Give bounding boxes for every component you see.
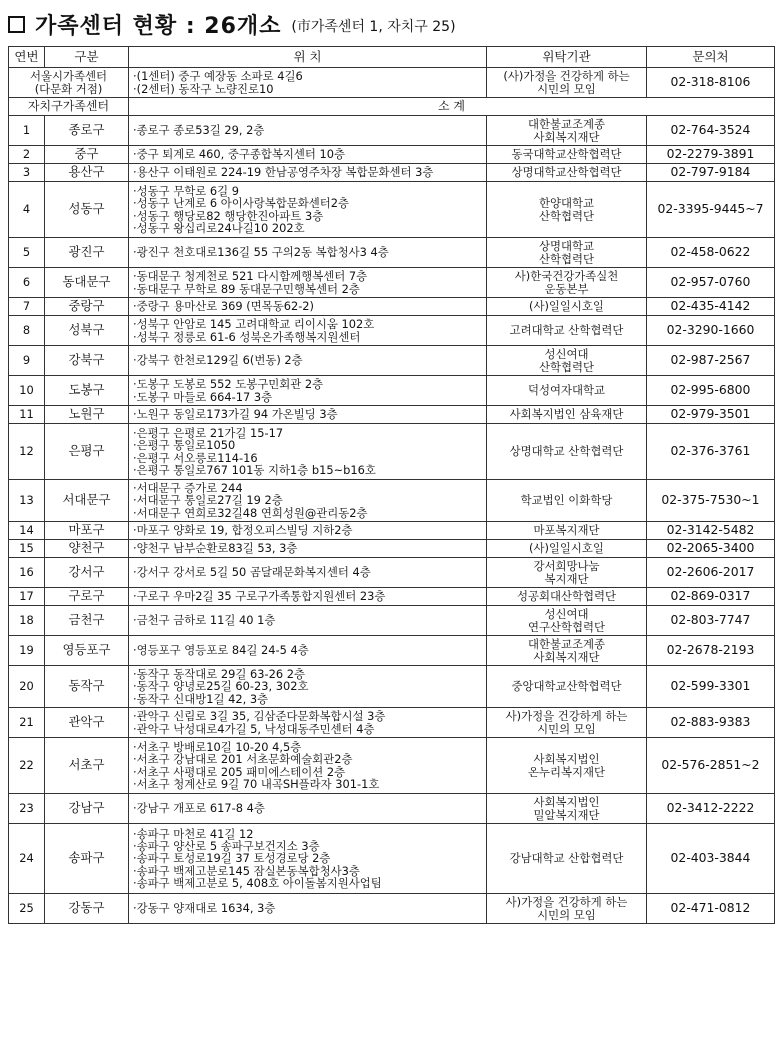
table-row [9, 298, 775, 316]
location-line: ·성북구 정릉로 61-6 성북온가족행복지원센터 [133, 329, 361, 344]
table-row [9, 424, 775, 480]
row-operator [487, 894, 647, 924]
location-line: ·송파구 토성로19길 37 토성경로당 2층 [133, 851, 331, 866]
row-number: 17 [9, 588, 45, 606]
row-district: 강서구 [45, 558, 129, 588]
title-row [8, 6, 456, 42]
row-operator [487, 480, 647, 522]
row-operator [487, 298, 647, 316]
row-location [129, 480, 487, 522]
location-line: ·양천구 남부순환로83길 53, 3층 [133, 541, 298, 556]
location-line: ·구로구 우마2길 35 구로구가족통합지원센터 23층 [133, 589, 386, 604]
location-line: ·동작구 신대방1길 42, 3층 [133, 691, 269, 706]
location-line: ·성동구 왕십리로24나길10 202호 [133, 220, 305, 235]
col-header-contact: 문의처 [647, 47, 775, 68]
operator-line: 복지재단 [544, 571, 589, 586]
location-line: ·도봉구 마들로 664-17 3층 [133, 389, 273, 404]
row-operator [487, 558, 647, 588]
location-line: ·금천구 금하로 11길 40 1층 [133, 613, 276, 628]
row-district: 성북구 [45, 316, 129, 346]
row-location [129, 146, 487, 164]
location-line: ·송파구 마천로 41길 12 [133, 826, 254, 841]
location-line: ·중구 퇴계로 460, 중구종합복지센터 10층 [133, 147, 346, 162]
row-phone: 02-803-7747 [647, 606, 775, 636]
location-line: ·관악구 낙성대로4가길 5, 낙성대동주민센터 4층 [133, 721, 375, 736]
row-location [129, 522, 487, 540]
col-header-location: 위 치 [129, 47, 487, 68]
row-operator [487, 738, 647, 794]
row-location [129, 794, 487, 824]
row-operator [487, 116, 647, 146]
seoul-label-line-1: 서울시가족센터 [29, 69, 108, 84]
row-number: 2 [9, 146, 45, 164]
operator-line: 사회복지재단 [533, 649, 600, 664]
row-district: 구로구 [45, 588, 129, 606]
seoul-loc-line-2: ·(2센터) 동작구 노량진로10 [133, 81, 274, 96]
location-line: ·동대문구 무학로 89 동대문구민행복센터 2층 [133, 281, 360, 296]
table-row [9, 588, 775, 606]
operator-line: 사회복지법인 [533, 795, 600, 810]
seoul-label-line-2: (다문화 거점) [34, 81, 103, 96]
row-phone: 02-3290-1660 [647, 316, 775, 346]
row-phone: 02-869-0317 [647, 588, 775, 606]
location-line: ·서대문구 연희로32길48 연희성원@관리동2층 [133, 505, 368, 520]
table-row [9, 406, 775, 424]
row-operator [487, 606, 647, 636]
operator-line: 사회복지법인 [533, 752, 600, 767]
row-location [129, 116, 487, 146]
row-district: 송파구 [45, 824, 129, 894]
location-line: ·강북구 한천로129길 6(번동) 2층 [133, 353, 303, 368]
row-number: 7 [9, 298, 45, 316]
location-line: ·중랑구 용마산로 369 (면목동62-2) [133, 299, 314, 314]
table-row [9, 238, 775, 268]
row-number: 24 [9, 824, 45, 894]
seoul-loc-line-1: ·(1센터) 중구 예장동 소파로 4길6 [133, 69, 303, 84]
row-location [129, 738, 487, 794]
location-line: ·서초구 강남대로 201 서초문화예술회관2층 [133, 752, 353, 767]
row-number: 10 [9, 376, 45, 406]
row-location [129, 708, 487, 738]
row-location [129, 182, 487, 238]
location-line: ·서초구 사평대로 205 패미에스테이션 2층 [133, 764, 346, 779]
row-district: 광진구 [45, 238, 129, 268]
operator-line: 상명대학교산학협력단 [511, 165, 622, 180]
location-line: ·영등포구 영등포로 84길 24-5 4층 [133, 643, 309, 658]
col-header-category: 구분 [45, 47, 129, 68]
row-operator [487, 164, 647, 182]
operator-line: 대한불교조계종 [527, 637, 606, 652]
operator-line: 산학협력단 [538, 208, 595, 223]
row-phone: 02-375-7530~1 [647, 480, 775, 522]
row-number: 19 [9, 636, 45, 666]
row-number: 4 [9, 182, 45, 238]
table-row [9, 824, 775, 894]
row-number: 9 [9, 346, 45, 376]
operator-line: 상명대학교 [538, 239, 595, 254]
family-center-table [8, 46, 775, 924]
row-number: 3 [9, 164, 45, 182]
row-phone: 02-797-9184 [647, 164, 775, 182]
page-subtitle: (市가족센터 1, 자치구 25) [291, 19, 456, 35]
row-location [129, 346, 487, 376]
row-district: 서대문구 [45, 480, 129, 522]
page-title: 가족센터 현황 : 26개소 [35, 13, 282, 39]
row-phone: 02-764-3524 [647, 116, 775, 146]
location-line: ·노원구 동일로173가길 94 가온빌딩 3층 [133, 407, 338, 422]
row-location [129, 238, 487, 268]
row-operator [487, 406, 647, 424]
row-phone: 02-403-3844 [647, 824, 775, 894]
row-location [129, 376, 487, 406]
row-number: 13 [9, 480, 45, 522]
table-row [9, 116, 775, 146]
row-operator [487, 376, 647, 406]
row-operator [487, 316, 647, 346]
table-row [9, 146, 775, 164]
table-row [9, 794, 775, 824]
row-phone: 02-3142-5482 [647, 522, 775, 540]
location-line: ·은평구 은평로 21가길 15-17 [133, 426, 284, 441]
district-subheader-subtotal: 소 계 [129, 98, 775, 116]
row-location [129, 588, 487, 606]
location-line: ·동대문구 청계천로 521 다시함께행복센터 7층 [133, 269, 368, 284]
row-district: 영등포구 [45, 636, 129, 666]
row-operator [487, 666, 647, 708]
operator-line: 고려대학교 산학협력단 [509, 323, 624, 338]
row-district: 서초구 [45, 738, 129, 794]
row-number: 11 [9, 406, 45, 424]
row-number: 16 [9, 558, 45, 588]
row-location [129, 316, 487, 346]
location-line: ·동작구 양녕로25길 60-23, 302호 [133, 679, 309, 694]
row-phone: 02-471-0812 [647, 894, 775, 924]
operator-line: 온누리복지재단 [527, 764, 606, 779]
operator-line: 시민의 모임 [537, 907, 596, 922]
table-row [9, 522, 775, 540]
row-number: 18 [9, 606, 45, 636]
operator-line: 산학협력단 [538, 251, 595, 266]
row-district: 관악구 [45, 708, 129, 738]
row-number: 21 [9, 708, 45, 738]
operator-line: (사)일일시호일 [529, 299, 604, 314]
row-district: 동대문구 [45, 268, 129, 298]
operator-line: 운동본부 [544, 281, 589, 296]
table-row [9, 558, 775, 588]
row-district: 종로구 [45, 116, 129, 146]
row-operator [487, 522, 647, 540]
operator-line: 성공회대산학협력단 [516, 589, 617, 604]
location-line: ·성북구 안암로 145 고려대학교 리이시움 102호 [133, 317, 375, 332]
row-number: 20 [9, 666, 45, 708]
location-line: ·서초구 방배로10길 10-20 4,5층 [133, 740, 302, 755]
table-row [9, 894, 775, 924]
location-line: ·용산구 이태원로 224-19 한남공영주차장 복합문화센터 3층 [133, 165, 434, 180]
operator-line: 연구산학협력단 [527, 619, 606, 634]
col-header-operator: 위탁기관 [487, 47, 647, 68]
operator-line: 사회복지재단 [533, 129, 600, 144]
table-row [9, 708, 775, 738]
row-operator [487, 346, 647, 376]
row-district: 중랑구 [45, 298, 129, 316]
operator-line: 사)한국건강가족실천 [514, 269, 619, 284]
row-operator [487, 268, 647, 298]
row-phone: 02-2279-3891 [647, 146, 775, 164]
row-number: 25 [9, 894, 45, 924]
location-line: ·은평구 통일로767 101동 지하1층 b15~b16호 [133, 462, 376, 477]
location-line: ·서대문구 증가로 244 [133, 481, 243, 496]
location-line: ·은평구 통일로1050 [133, 438, 236, 453]
row-phone: 02-2065-3400 [647, 540, 775, 558]
row-operator [487, 146, 647, 164]
row-location [129, 606, 487, 636]
row-phone: 02-435-4142 [647, 298, 775, 316]
location-line: ·강남구 개포로 617-8 4층 [133, 801, 265, 816]
seoul-center-operator [487, 68, 647, 98]
row-operator [487, 708, 647, 738]
district-subheader-row [9, 98, 775, 116]
location-line: ·서대문구 통일로27길 19 2층 [133, 493, 283, 508]
row-phone: 02-599-3301 [647, 666, 775, 708]
row-district: 금천구 [45, 606, 129, 636]
col-header-no: 연번 [9, 47, 45, 68]
row-location [129, 164, 487, 182]
seoul-center-location [129, 68, 487, 98]
operator-line: 사)가정을 건강하게 하는 [505, 895, 628, 910]
row-location [129, 424, 487, 480]
seoul-center-phone: 02-318-8106 [647, 68, 775, 98]
operator-line: 강서희망나눔 [533, 559, 600, 574]
row-phone: 02-883-9383 [647, 708, 775, 738]
table-row [9, 182, 775, 238]
location-line: ·성동구 행당로82 행당한진아파트 3층 [133, 208, 324, 223]
row-operator [487, 238, 647, 268]
operator-line: 밀알복지재단 [533, 807, 600, 822]
operator-line: 시민의 모임 [537, 721, 596, 736]
operator-line: 동국대학교산학협력단 [511, 147, 622, 162]
operator-line: 상명대학교 산학협력단 [509, 444, 624, 459]
row-number: 6 [9, 268, 45, 298]
row-district: 성동구 [45, 182, 129, 238]
row-district: 강남구 [45, 794, 129, 824]
location-line: ·송파구 백제고분로 5, 408호 아이돌봄지원사업팀 [133, 875, 382, 890]
row-phone: 02-979-3501 [647, 406, 775, 424]
operator-line: 학교법인 이화학당 [520, 493, 613, 508]
row-phone: 02-576-2851~2 [647, 738, 775, 794]
operator-line: 한양대학교 [538, 196, 595, 211]
location-line: ·은평구 서오릉로114-16 [133, 450, 258, 465]
seoul-org-line-2: 시민의 모임 [537, 81, 596, 96]
checkbox-bullet-icon [8, 16, 25, 33]
row-number: 22 [9, 738, 45, 794]
table-row [9, 540, 775, 558]
table-row [9, 666, 775, 708]
location-line: ·성동구 무학로 6길 9 [133, 184, 240, 199]
row-location [129, 406, 487, 424]
location-line: ·마포구 양화로 19, 합정오피스빌딩 지하2층 [133, 523, 353, 538]
district-subheader-label: 자치구가족센터 [9, 98, 129, 116]
row-location [129, 298, 487, 316]
row-district: 마포구 [45, 522, 129, 540]
location-line: ·도봉구 도봉로 552 도봉구민회관 2층 [133, 377, 324, 392]
row-phone: 02-3412-2222 [647, 794, 775, 824]
row-operator [487, 540, 647, 558]
row-location [129, 558, 487, 588]
location-line: ·송파구 양산로 5 송파구보건지소 3층 [133, 839, 320, 854]
table-row [9, 738, 775, 794]
row-number: 14 [9, 522, 45, 540]
table-row [9, 164, 775, 182]
row-district: 도봉구 [45, 376, 129, 406]
row-number: 23 [9, 794, 45, 824]
location-line: ·광진구 천호대로136길 55 구의2동 복합청사3 4층 [133, 245, 389, 260]
row-phone: 02-995-6800 [647, 376, 775, 406]
row-location [129, 666, 487, 708]
location-line: ·관악구 신림로 3길 35, 김삼준다문화복합시설 3층 [133, 709, 386, 724]
operator-line: 성신여대 [544, 607, 589, 622]
table-row [9, 480, 775, 522]
operator-line: 덕성여자대학교 [527, 383, 606, 398]
row-operator [487, 824, 647, 894]
row-number: 8 [9, 316, 45, 346]
table-row [9, 268, 775, 298]
row-operator [487, 182, 647, 238]
row-location [129, 636, 487, 666]
operator-line: 중앙대학교산학협력단 [511, 679, 622, 694]
table-row [9, 376, 775, 406]
location-line: ·송파구 백제고분로145 잠실본동복합청사3층 [133, 863, 360, 878]
row-operator [487, 636, 647, 666]
row-location [129, 268, 487, 298]
row-number: 1 [9, 116, 45, 146]
row-phone: 02-3395-9445~7 [647, 182, 775, 238]
row-district: 중구 [45, 146, 129, 164]
location-line: ·강서구 강서로 5길 50 곰달래문화복지센터 4층 [133, 565, 371, 580]
row-phone: 02-2678-2193 [647, 636, 775, 666]
operator-line: 산학협력단 [538, 359, 595, 374]
row-operator [487, 588, 647, 606]
row-district: 노원구 [45, 406, 129, 424]
row-district: 강북구 [45, 346, 129, 376]
row-district: 양천구 [45, 540, 129, 558]
table-row [9, 346, 775, 376]
table-row [9, 606, 775, 636]
seoul-center-row [9, 68, 775, 98]
operator-line: 대한불교조계종 [527, 117, 606, 132]
row-phone: 02-987-2567 [647, 346, 775, 376]
row-phone: 02-957-0760 [647, 268, 775, 298]
row-district: 용산구 [45, 164, 129, 182]
row-district: 동작구 [45, 666, 129, 708]
row-location [129, 540, 487, 558]
operator-line: 성신여대 [544, 347, 589, 362]
operator-line: 강남대학교 산합협력단 [509, 851, 624, 866]
row-phone: 02-458-0622 [647, 238, 775, 268]
location-line: ·서초구 청계산로 9길 70 내곡SH플라자 301-1호 [133, 776, 380, 791]
table-row [9, 316, 775, 346]
seoul-org-line-1: (사)가정을 건강하게 하는 [503, 69, 630, 84]
row-number: 15 [9, 540, 45, 558]
operator-line: 사)가정을 건강하게 하는 [505, 709, 628, 724]
operator-line: 마포복지재단 [533, 523, 600, 538]
table-header-row [9, 47, 775, 68]
location-line: ·종로구 종로53길 29, 2층 [133, 123, 265, 138]
operator-line: (사)일일시호일 [529, 541, 604, 556]
row-district: 은평구 [45, 424, 129, 480]
row-number: 5 [9, 238, 45, 268]
location-line: ·성동구 난계로 6 아이사랑복합문화센터2층 [133, 196, 350, 211]
row-operator [487, 424, 647, 480]
row-district: 강동구 [45, 894, 129, 924]
row-number: 12 [9, 424, 45, 480]
row-location [129, 824, 487, 894]
location-line: ·동작구 동작대로 29길 63-26 2층 [133, 667, 305, 682]
row-operator [487, 794, 647, 824]
row-location [129, 894, 487, 924]
row-phone: 02-2606-2017 [647, 558, 775, 588]
table-row [9, 636, 775, 666]
row-phone: 02-376-3761 [647, 424, 775, 480]
seoul-center-label [9, 68, 129, 98]
operator-line: 사회복지법인 삼육재단 [509, 407, 624, 422]
location-line: ·강동구 양재대로 1634, 3층 [133, 901, 276, 916]
